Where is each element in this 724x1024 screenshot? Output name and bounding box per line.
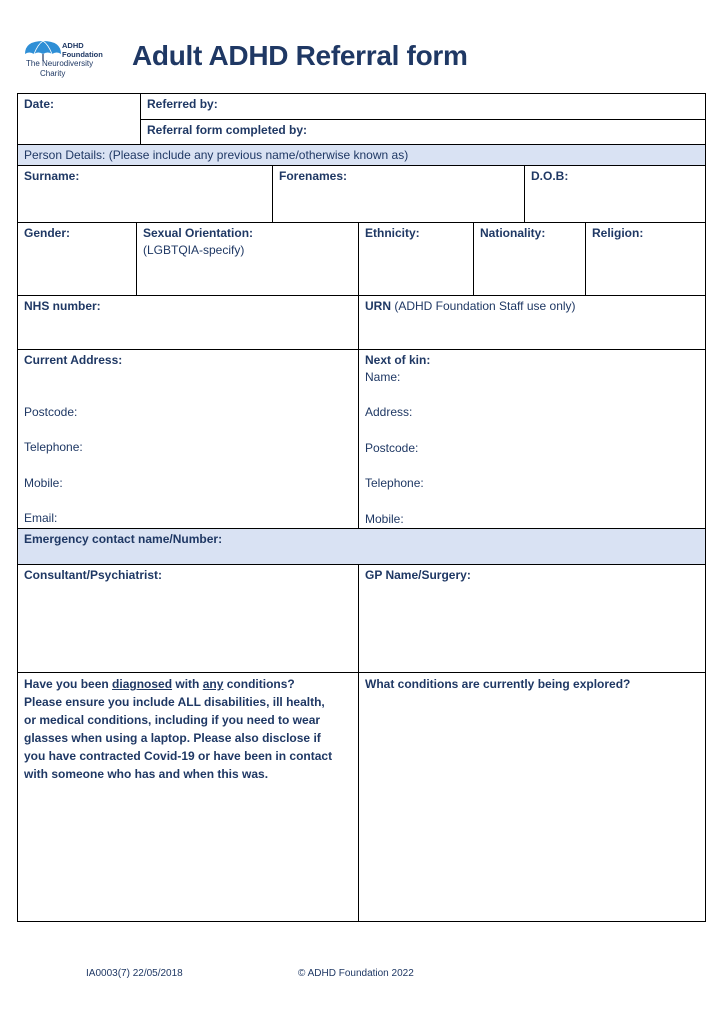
gender-label: Gender:	[24, 226, 71, 240]
current-address-field[interactable]	[17, 349, 359, 529]
referred-by-label: Referred by:	[147, 97, 218, 111]
diagnosed-q-line6: with someone who has and when this was.	[24, 767, 269, 781]
explored-conditions-label: What conditions are currently being explored?	[365, 677, 631, 691]
forenames-label: Forenames:	[279, 169, 348, 183]
date-field[interactable]	[17, 93, 141, 145]
emergency-contact-field[interactable]	[17, 528, 706, 565]
explored-conditions-field[interactable]	[358, 672, 706, 922]
urn-label: URN	[365, 299, 391, 313]
nationality-label: Nationality:	[480, 226, 546, 240]
urn-note: (ADHD Foundation Staff use only)	[391, 299, 576, 313]
diagnosed-conditions-field[interactable]	[17, 672, 359, 922]
emergency-contact-label: Emergency contact name/Number:	[24, 532, 223, 546]
gp-field[interactable]	[358, 564, 706, 673]
religion-label: Religion:	[592, 226, 644, 240]
gender-field[interactable]	[17, 222, 137, 296]
telephone-label: Telephone:	[24, 440, 83, 454]
person-details-label: Person Details: (Please include any previous name/otherwise known as)	[24, 148, 409, 162]
consultant-field[interactable]	[17, 564, 359, 673]
ethnicity-label: Ethnicity:	[365, 226, 420, 240]
forenames-field[interactable]	[272, 165, 525, 223]
nok-telephone-label: Telephone:	[365, 476, 424, 490]
person-details-header	[17, 144, 706, 166]
logo-text-foundation: Foundation	[62, 50, 103, 59]
nhs-number-field[interactable]	[17, 295, 359, 350]
next-of-kin-label: Next of kin:	[365, 353, 431, 367]
dob-label: D.O.B:	[531, 169, 569, 183]
nok-address-label: Address:	[365, 405, 413, 419]
surname-label: Surname:	[24, 169, 80, 183]
footer-copyright: © ADHD Foundation 2022	[298, 968, 414, 979]
surname-field[interactable]	[17, 165, 273, 223]
completed-by-label: Referral form completed by:	[147, 123, 308, 137]
nhs-number-label: NHS number:	[24, 299, 101, 313]
page-title: Adult ADHD Referral form	[132, 40, 468, 71]
referred-by-field[interactable]	[140, 93, 706, 120]
diagnosed-q-any: any	[202, 677, 224, 691]
nationality-field[interactable]	[473, 222, 586, 296]
religion-field[interactable]	[585, 222, 706, 296]
gp-label: GP Name/Surgery:	[365, 568, 471, 582]
mobile-label: Mobile:	[24, 476, 63, 490]
diagnosed-q-line3: or medical conditions, including if you need to wear	[24, 713, 321, 727]
footer-reference: IA0003(7) 22/05/2018	[86, 968, 183, 979]
date-label: Date:	[24, 97, 55, 111]
next-of-kin-field[interactable]	[358, 349, 706, 529]
diagnosed-q-line5: you have contracted Covid-19 or have been in contact	[24, 749, 333, 763]
logo-text-neurodiversity: The Neurodiversity	[26, 59, 94, 68]
ethnicity-field[interactable]	[358, 222, 474, 296]
referral-form	[17, 93, 706, 922]
nok-name-label: Name:	[365, 370, 401, 384]
email-label: Email:	[24, 511, 58, 525]
urn-field[interactable]	[358, 295, 706, 350]
sexual-orientation-field[interactable]	[136, 222, 359, 296]
diagnosed-q-line4: glasses when using a laptop. Please also disclose if	[24, 731, 321, 745]
logo-text-charity: Charity	[40, 69, 66, 78]
adhd-foundation-logo	[22, 38, 114, 82]
diagnosed-q-pre: Have you been	[24, 677, 113, 691]
consultant-label: Consultant/Psychiatrist:	[24, 568, 163, 582]
completed-by-field[interactable]	[140, 119, 706, 145]
sexual-orientation-label: Sexual Orientation:	[143, 226, 254, 240]
diagnosed-q-post: conditions?	[223, 677, 295, 691]
postcode-label: Postcode:	[24, 405, 78, 419]
current-address-label: Current Address:	[24, 353, 123, 367]
nok-mobile-label: Mobile:	[365, 512, 404, 526]
diagnosed-q-underline: diagnosed	[112, 677, 173, 691]
diagnosed-q-mid: with	[172, 677, 203, 691]
logo-text-adhd: ADHD	[62, 41, 84, 50]
nok-postcode-label: Postcode:	[365, 441, 419, 455]
dob-field[interactable]	[524, 165, 706, 223]
sexual-orientation-note: (LGBTQIA-specify)	[143, 243, 245, 257]
diagnosed-q-line2: Please ensure you include ALL disabilities, ill health,	[24, 695, 325, 709]
